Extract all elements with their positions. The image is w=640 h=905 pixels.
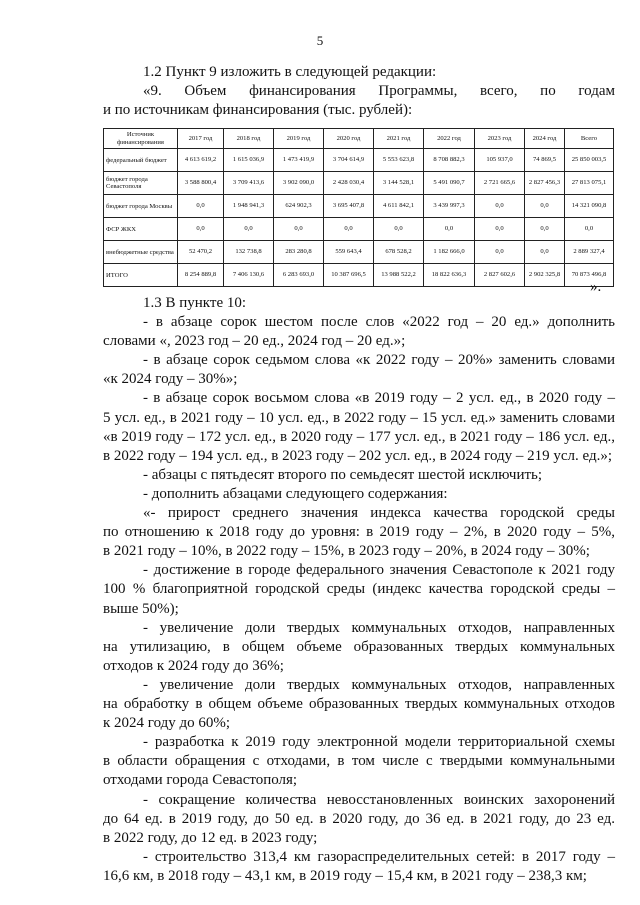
paragraph-line: «- прирост среднего значения индекса качества городской среды xyxy=(143,505,615,521)
paragraph-line: по отношению к 2018 году до уровня: в 2019 году – 2%, в 2020 году – 5%, xyxy=(103,524,615,541)
table-row-label: внебюджетные средства xyxy=(104,241,178,264)
table-cell: 3 439 997,3 xyxy=(424,195,475,218)
table-cell: 0,0 xyxy=(424,218,475,241)
table-cell: 132 738,8 xyxy=(224,241,274,264)
table-row xyxy=(104,264,614,287)
table-cell: 2 902 325,8 xyxy=(525,264,565,287)
paragraph-line: - абзацы с пятьдесят второго по семьдесят шестой исключить; xyxy=(143,466,543,483)
table-row-label: федеральный бюджет xyxy=(104,149,178,172)
table-cell: 5 553 623,8 xyxy=(374,149,424,172)
table-cell: 6 283 693,0 xyxy=(274,264,324,287)
table-cell: 678 528,2 xyxy=(374,241,424,264)
paragraph-line: к 2024 году до 60%; xyxy=(103,715,231,732)
table-row-label: ИТОГО xyxy=(104,264,178,287)
table-header-row xyxy=(104,129,614,149)
table-cell: 624 902,3 xyxy=(274,195,324,218)
table-cell: 0,0 xyxy=(525,241,565,264)
table-cell: 2 889 327,4 xyxy=(565,241,614,264)
table-cell: 10 387 696,5 xyxy=(324,264,374,287)
table-cell: 3 144 528,1 xyxy=(374,172,424,195)
table-cell: 52 470,2 xyxy=(178,241,224,264)
table-cell: 25 850 003,5 xyxy=(565,149,614,172)
table-cell: 4 611 842,1 xyxy=(374,195,424,218)
table-cell: 8 708 882,3 xyxy=(424,149,475,172)
table-cell: 2 721 665,6 xyxy=(475,172,525,195)
table-cell: 559 643,4 xyxy=(324,241,374,264)
table-header-cell: 2023 год xyxy=(475,129,525,149)
table-cell: 3 588 800,4 xyxy=(178,172,224,195)
table-row xyxy=(104,195,614,218)
paragraph-line: в области обращения с отходами, в том числе с твердыми коммунальными xyxy=(103,753,615,770)
closing-quote: ». xyxy=(590,279,602,295)
paragraph-line: на утилизацию, в общем объеме образованных твердых коммунальных xyxy=(103,638,615,655)
paragraph-line: - в абзаце сорок седьмом слова «к 2022 году – 20%» заменить словами xyxy=(143,352,615,369)
table-cell: 1 473 419,9 xyxy=(274,149,324,172)
paragraph-line: - дополнить абзацами следующего содержания: xyxy=(143,485,448,502)
table-header-cell: 2018 год xyxy=(224,129,274,149)
table-header-cell: 2020 год xyxy=(324,129,374,149)
paragraph-line: в 2021 году – 10%, в 2022 году – 15%, в 2023 году – 20%, в 2024 году – 30%; xyxy=(103,543,590,560)
table-body xyxy=(104,149,614,287)
paragraph-line: 100 % благоприятной городской среды (индекс качества городской среды – xyxy=(103,581,615,598)
table-cell: 283 280,8 xyxy=(274,241,324,264)
paragraph-line: до 64 ед. в 2019 году, до 50 ед. в 2020 году, до 36 ед. в 2021 году, до 23 ед. xyxy=(103,810,615,827)
table-header-cell: Источник финансирования xyxy=(104,129,178,149)
table-cell: 0,0 xyxy=(178,218,224,241)
table-row-label: бюджет города Москвы xyxy=(104,195,178,218)
table-cell: 4 613 619,2 xyxy=(178,149,224,172)
paragraph-line: 5 усл. ед., в 2021 году – 10 усл. ед., в 2022 году – 15 усл. ед.» заменить словами xyxy=(103,409,615,426)
table-cell: 0,0 xyxy=(475,241,525,264)
table-cell: 0,0 xyxy=(324,218,374,241)
table-cell: 2 827 456,3 xyxy=(525,172,565,195)
table-cell: 0,0 xyxy=(525,195,565,218)
table-header-cell: 2022 год xyxy=(424,129,475,149)
paragraph-line: выше 50%); xyxy=(103,600,179,617)
table-cell: 1 615 036,9 xyxy=(224,149,274,172)
paragraph-line: - увеличение доли твердых коммунальных отходов, направленных xyxy=(143,676,615,693)
table-header-cell: 2021 год xyxy=(374,129,424,149)
intro-line: «9. Объем финансирования Программы, всего, по годам xyxy=(143,83,615,99)
paragraph-line: словами «, 2023 год – 20 ед., 2024 год – 20 ед.»; xyxy=(103,333,406,350)
table-cell: 0,0 xyxy=(224,218,274,241)
table-cell: 0,0 xyxy=(475,195,525,218)
table-cell: 0,0 xyxy=(274,218,324,241)
table-cell: 8 254 889,8 xyxy=(178,264,224,287)
table-row xyxy=(104,149,614,172)
table-cell: 0,0 xyxy=(475,218,525,241)
table-header-cell: 2024 год xyxy=(525,129,565,149)
table-cell: 1 948 941,3 xyxy=(224,195,274,218)
table-cell: 2 827 602,6 xyxy=(475,264,525,287)
paragraph-line: на обработку в общем объеме образованных твердых коммунальных отходов xyxy=(103,696,615,712)
table-cell: 0,0 xyxy=(525,218,565,241)
table-cell: 5 491 090,7 xyxy=(424,172,475,195)
table-cell: 1 182 666,0 xyxy=(424,241,475,264)
section-1-2-heading: 1.2 Пункт 9 изложить в следующей редакции: xyxy=(143,64,437,80)
table-cell: 13 988 522,2 xyxy=(374,264,424,287)
paragraph-line: «к 2024 году – 30%»; xyxy=(103,371,238,388)
paragraph-line: отходами города Севастополя; xyxy=(103,772,298,789)
table-cell: 3 704 614,9 xyxy=(324,149,374,172)
paragraph-line: - достижение в городе федерального значения Севастополе к 2021 году xyxy=(143,562,615,579)
financing-table xyxy=(103,128,614,287)
table-cell: 7 406 130,6 xyxy=(224,264,274,287)
table-cell: 105 937,0 xyxy=(475,149,525,172)
paragraph-line: - сокращение количества невосстановленных воинских захоронений xyxy=(143,791,615,808)
table-row-label: бюджет города Севастополя xyxy=(104,172,178,195)
table-cell: 2 428 030,4 xyxy=(324,172,374,195)
table-row-label: ФСР ЖКХ xyxy=(104,218,178,241)
paragraph-line: в 2022 году, до 12 ед. в 2023 году; xyxy=(103,829,318,846)
intro-line-2: и по источникам финансирования (тыс. рублей): xyxy=(103,102,413,118)
paragraph-line: - строительство 313,4 км газораспределительных сетей: в 2017 году – xyxy=(143,848,615,865)
table-header-cell: Всего xyxy=(565,129,614,149)
table-row xyxy=(104,241,614,264)
table-row xyxy=(104,172,614,195)
table-cell: 74 869,5 xyxy=(525,149,565,172)
table-cell: 3 902 090,0 xyxy=(274,172,324,195)
table-header-cell: 2017 год xyxy=(178,129,224,149)
table-cell: 3 709 413,6 xyxy=(224,172,274,195)
paragraph-line: - разработка к 2019 году электронной модели территориальной схемы xyxy=(143,734,615,751)
table-cell: 18 822 636,3 xyxy=(424,264,475,287)
table-cell: 14 321 090,8 xyxy=(565,195,614,218)
paragraph-line: в 2022 году – 194 усл. ед., в 2023 году – 202 усл. ед., в 2024 году – 219 усл. ед.»; xyxy=(103,447,613,464)
table-cell: 0,0 xyxy=(178,195,224,218)
table-header-cell: 2019 год xyxy=(274,129,324,149)
paragraph-line: - в абзаце сорок шестом после слов «2022 год – 20 ед.» дополнить xyxy=(143,314,615,330)
paragraph-line: - увеличение доли твердых коммунальных отходов, направленных xyxy=(143,619,615,636)
paragraph-line: отходов к 2024 году до 36%; xyxy=(103,657,284,674)
table-cell: 70 873 496,8 xyxy=(565,264,614,287)
table-cell: 3 695 407,8 xyxy=(324,195,374,218)
paragraph-line: «в 2019 году – 172 усл. ед., в 2020 году – 177 усл. ед., в 2021 году – 186 усл. ед., xyxy=(103,428,615,445)
paragraph-line: - в абзаце сорок восьмом слова «в 2019 году – 2 усл. ед., в 2020 году – xyxy=(143,390,615,407)
table-cell: 0,0 xyxy=(374,218,424,241)
page-number: 5 xyxy=(316,33,324,48)
table-cell: 0,0 xyxy=(565,218,614,241)
table-cell: 27 813 075,1 xyxy=(565,172,614,195)
paragraph-line: 16,6 км, в 2018 году – 43,1 км, в 2019 году – 15,4 км, в 2021 году – 238,3 км; xyxy=(103,867,587,884)
table-row xyxy=(104,218,614,241)
section-1-3-heading: 1.3 В пункте 10: xyxy=(143,295,247,311)
